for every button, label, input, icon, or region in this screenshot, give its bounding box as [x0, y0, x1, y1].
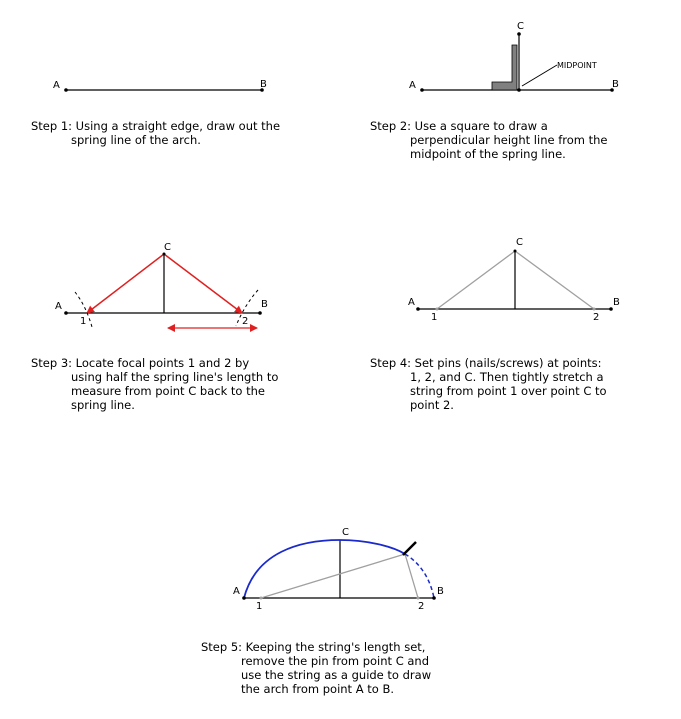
step1-figure: [53, 79, 267, 92]
caption-line: Step 5: Keeping the string's length set,: [201, 640, 426, 654]
caption-line: Step 2: Use a square to draw a: [370, 119, 548, 133]
caption-line: 1, 2, and C. Then tightly stretch a: [410, 370, 604, 384]
point-b-label: B: [613, 297, 620, 308]
point-b-dot: [258, 311, 262, 315]
caption-line: spring line.: [71, 398, 135, 412]
midpoint-dot: [517, 88, 521, 92]
midpoint-leader: [522, 65, 557, 86]
point-b-label: B: [261, 299, 268, 310]
step-5-caption: [201, 640, 431, 696]
focal-point-2-label: 2: [593, 312, 600, 323]
caption-line: measure from point C back to the: [71, 384, 265, 398]
point-b-label: B: [260, 79, 267, 90]
point-c-label: C: [164, 242, 171, 253]
arch-drawn: [244, 540, 405, 598]
string-from-pencil: [405, 554, 418, 598]
measure-line-left: [87, 254, 164, 313]
midpoint-label: MIDPOINT: [557, 61, 597, 70]
caption-line: Step 1: Using a straight edge, draw out the: [31, 119, 281, 133]
caption-line: the arch from point A to B.: [241, 682, 394, 696]
caption-line: Step 3: Locate focal points 1 and 2 by: [31, 356, 250, 370]
focal-point-1-label: 1: [256, 601, 263, 612]
point-c-label: C: [517, 21, 524, 32]
step5-figure: [233, 527, 444, 612]
measure-line-right: [164, 254, 242, 313]
pin-c-dot: [514, 250, 517, 253]
step3-figure: [55, 242, 268, 328]
point-b-label: B: [437, 586, 444, 597]
carpenter-square-icon: [492, 45, 517, 90]
pin-1-dot: [260, 597, 263, 600]
caption-line: use the string as a guide to draw: [241, 668, 432, 682]
caption-line: midpoint of the spring line.: [410, 147, 566, 161]
pin-2-dot: [417, 597, 420, 600]
point-a-dot: [420, 88, 424, 92]
caption-line: perpendicular height line from the: [410, 133, 608, 147]
step4-figure: [408, 237, 620, 323]
caption-line: spring line of the arch.: [71, 133, 201, 147]
arch-remaining-dashed: [405, 554, 434, 598]
point-a-label: A: [53, 80, 60, 91]
string-to-pencil: [261, 554, 405, 598]
focal-point-1-label: 1: [80, 316, 87, 327]
point-a-label: A: [408, 297, 415, 308]
point-c-label: C: [342, 527, 349, 538]
pin-1-dot: [436, 308, 439, 311]
string-right: [515, 251, 594, 309]
step-1-caption: [31, 119, 280, 147]
pin-2-dot: [593, 308, 596, 311]
focal-point-2-label: 2: [242, 316, 249, 327]
focal-point-2-label: 2: [418, 601, 425, 612]
point-a-dot: [64, 88, 68, 92]
focal-point-1-label: 1: [431, 312, 438, 323]
point-a-dot: [416, 307, 420, 311]
point-a-label: A: [233, 586, 240, 597]
step-3-caption: [31, 356, 278, 412]
point-a-label: A: [409, 80, 416, 91]
step-2-caption: [370, 119, 608, 161]
point-b-label: B: [612, 79, 619, 90]
caption-line: string from point 1 over point C to: [410, 384, 607, 398]
point-c-dot: [517, 32, 521, 36]
point-b-dot: [432, 596, 436, 600]
point-a-dot: [64, 311, 68, 315]
caption-line: using half the spring line's length to: [71, 370, 279, 384]
step2-figure: [409, 21, 619, 92]
point-a-dot: [242, 596, 246, 600]
string-left: [437, 251, 515, 309]
pencil-icon: [403, 542, 416, 555]
caption-line: remove the pin from point C and: [241, 654, 430, 668]
caption-line: Step 4: Set pins (nails/screws) at points:: [370, 356, 602, 370]
point-a-label: A: [55, 301, 62, 312]
caption-line: point 2.: [410, 398, 454, 412]
step-4-caption: [370, 356, 607, 412]
point-c-label: C: [516, 237, 523, 248]
